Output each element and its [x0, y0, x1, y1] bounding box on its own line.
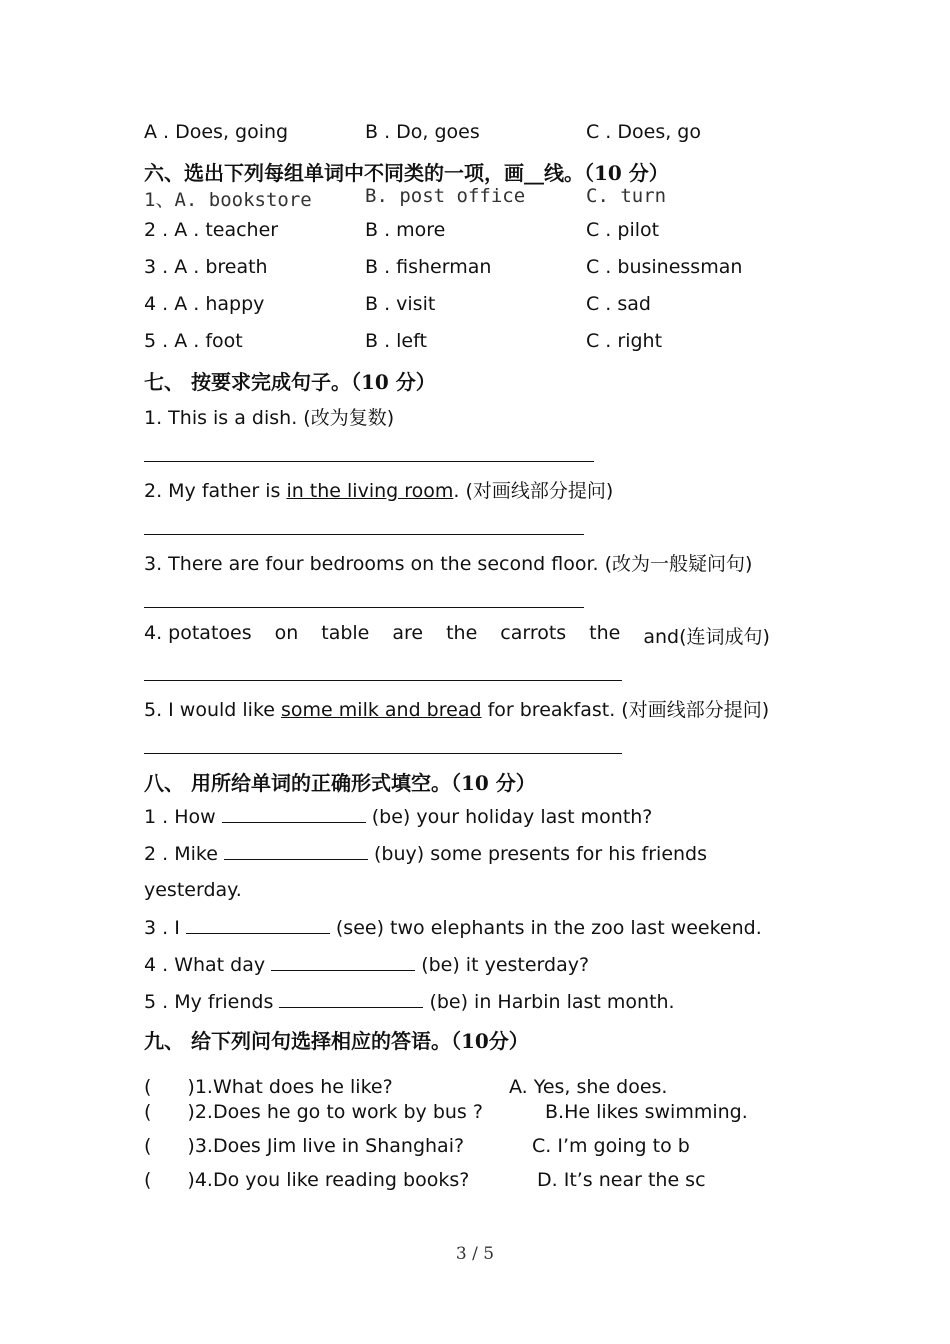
s7-question-5 [144, 695, 769, 722]
s6-row5-c: C . right [586, 330, 663, 352]
s7-q4-word: on [274, 622, 299, 644]
s6-row5-a: 5 . A . foot [144, 330, 243, 352]
option-a: A . Does, going [144, 121, 289, 143]
s7-q5-underlined: some milk and bread [281, 699, 482, 721]
s7-question-3: 3. There are four bedrooms on the second floor. (改为一般疑问句) [144, 553, 753, 575]
s7-answer-line-3[interactable] [144, 607, 584, 608]
s8-question-5 [144, 989, 675, 1013]
s8-q3-blank[interactable] [186, 915, 330, 934]
s9-row-2 [144, 1101, 483, 1123]
s6-row1-b: B. post office [365, 185, 526, 207]
s6-row2-a: 2 . A . teacher [144, 219, 279, 241]
s7-answer-line-4[interactable] [144, 680, 622, 681]
s7-q4-word: table [321, 622, 370, 644]
s9-row4-answer: D. It’s near the sc [537, 1169, 706, 1191]
s9-row3-question: )3.Does Jim live in Shanghai? [187, 1135, 465, 1157]
s8-q5-blank[interactable] [279, 989, 423, 1008]
s6-row3-c: C . businessman [586, 256, 743, 278]
s9-row-3 [144, 1135, 464, 1157]
s7-question-4 [144, 622, 770, 649]
s7-answer-line-1[interactable] [144, 461, 594, 462]
s7-q4-word: the [589, 622, 621, 644]
s6-row5-b: B . left [365, 330, 427, 352]
s8-q3-pre: 3 . I [144, 917, 186, 939]
s6-row4-c: C . sad [586, 293, 651, 315]
s7-q4-word: 4. potatoes [144, 622, 252, 644]
s7-answer-line-5[interactable] [144, 753, 622, 754]
s7-q2-underlined: in the living room [286, 480, 454, 502]
s8-q1-pre: 1 . How [144, 806, 222, 828]
s8-q5-pre: 5 . My friends [144, 991, 280, 1013]
s8-q1-post: (be) your holiday last month? [365, 806, 653, 828]
s7-q2-post: . (对画线部分提问) [453, 480, 614, 502]
s7-q2-pre: 2. My father is [144, 480, 287, 502]
s8-question-4 [144, 952, 589, 976]
s9-row3-paren[interactable]: ( [144, 1135, 152, 1157]
s9-row2-answer: B.He likes swimming. [545, 1101, 748, 1123]
page-number: 3 / 5 [455, 1244, 495, 1264]
s9-row4-question: )4.Do you like reading books? [187, 1169, 470, 1191]
s8-q2-pre: 2 . Mike [144, 843, 224, 865]
s7-answer-line-2[interactable] [144, 534, 584, 535]
s7-q5-pre: 5. I would like [144, 699, 282, 721]
s9-row4-paren[interactable]: ( [144, 1169, 152, 1191]
s8-question-1 [144, 804, 652, 828]
s7-q4-word: the [446, 622, 478, 644]
s8-q4-blank[interactable] [271, 952, 415, 971]
s7-q4-word: are [392, 622, 424, 644]
s9-row-4 [144, 1169, 469, 1191]
s6-row1-c: C. turn [586, 185, 667, 207]
section-8-title: 八、 用所给单词的正确形式填空。（10 分） [144, 771, 536, 795]
section-9-title: 九、 给下列问句选择相应的答语。（10分） [144, 1029, 529, 1053]
s7-q4-word: carrots [500, 622, 567, 644]
s9-row1-answer: A. Yes, she does. [509, 1076, 668, 1098]
s6-row3-a: 3 . A . breath [144, 256, 268, 278]
s7-q4-word: and(连词成句) [643, 626, 770, 648]
s7-question-1: 1. This is a dish. (改为复数) [144, 407, 395, 429]
s6-row2-b: B . more [365, 219, 446, 241]
s6-row3-b: B . fisherman [365, 256, 492, 278]
s6-row1-a: 1、A. bookstore [144, 189, 312, 211]
s8-question-3 [144, 915, 762, 939]
s8-q5-post: (be) in Harbin last month. [423, 991, 675, 1013]
s9-row3-answer: C. I’m going to b [532, 1135, 690, 1157]
s7-question-2 [144, 476, 613, 503]
s6-row4-a: 4 . A . happy [144, 293, 265, 315]
section-7-title: 七、 按要求完成句子。（10 分） [144, 370, 436, 394]
s8-question-2 [144, 841, 707, 865]
option-c: C . Does, go [586, 121, 701, 143]
s8-q2-blank[interactable] [224, 841, 368, 860]
s8-q2-post: (buy) some presents for his friends [367, 843, 708, 865]
s9-row-1 [144, 1076, 393, 1098]
s9-row1-question: )1.What does he like? [187, 1076, 393, 1098]
s8-q3-post: (see) two elephants in the zoo last weekend. [329, 917, 762, 939]
s8-q1-blank[interactable] [222, 804, 366, 823]
s9-row2-question: )2.Does he go to work by bus ? [187, 1101, 483, 1123]
option-b: B . Do, goes [365, 121, 480, 143]
s9-row2-paren[interactable]: ( [144, 1101, 152, 1123]
s7-q5-post: for breakfast. (对画线部分提问) [481, 699, 770, 721]
s9-row1-paren[interactable]: ( [144, 1076, 152, 1098]
s6-row2-c: C . pilot [586, 219, 660, 241]
s6-row4-b: B . visit [365, 293, 436, 315]
section-6-title: 六、选出下列每组单词中不同类的一项，画__线。（10 分） [144, 161, 669, 185]
s8-q4-post: (be) it yesterday? [415, 954, 590, 976]
s8-question-2-continued: yesterday. [144, 879, 242, 901]
s8-q4-pre: 4 . What day [144, 954, 272, 976]
